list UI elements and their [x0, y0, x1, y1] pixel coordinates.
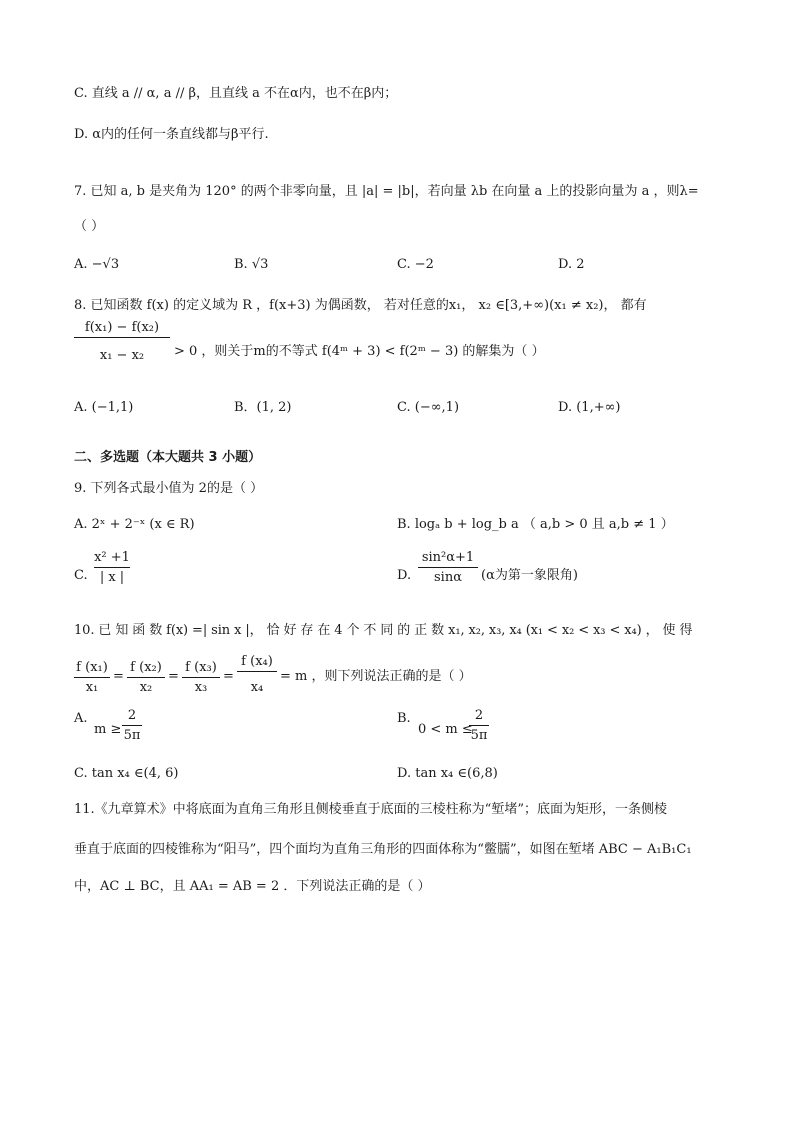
q10-option-d: D. tan x₄ ∈(6,8)	[397, 766, 498, 781]
q10-option-a-prefix: m ≥	[94, 722, 122, 737]
q7-paren: （ ）	[74, 219, 105, 234]
q8-fraction-bar	[74, 337, 170, 338]
q9-stem: 9. 下列各式最小值为 2的是（ ）	[74, 481, 264, 496]
q9-option-b: B. logₐ b + log_b a （ a,b > 0 且 a,b ≠ 1 ）	[397, 517, 674, 532]
q10-fraction-4-bar	[237, 671, 277, 672]
q9-option-c-label: C.	[74, 568, 88, 583]
q10-fraction-1-denominator: x₁	[85, 680, 99, 695]
q7-option-c: C. −2	[397, 257, 434, 272]
q10-option-b-label: B.	[397, 711, 411, 726]
q7-option-a: A. −√3	[74, 257, 120, 272]
q10-fraction-3-denominator: x₃	[194, 680, 208, 695]
q10-option-a-fraction	[122, 708, 142, 743]
q10-equals-2: =	[168, 669, 179, 684]
q8-option-b: B．(1, 2)	[234, 400, 292, 415]
q10-fraction-4	[237, 654, 277, 695]
q9-option-a: A. 2ˣ + 2⁻ˣ (x ∈ R)	[74, 517, 195, 532]
q9-option-d-tail: (α为第一象限角)	[481, 568, 578, 583]
q7-stem: 7. 已知 a, b 是夹角为 120° 的两个非零向量，且 |a| = |b|，若向量 λb 在向量 a 上的投影向量为 a ，则λ=	[74, 184, 699, 199]
q10-option-b-fraction	[469, 708, 489, 743]
q8-fraction	[74, 320, 170, 363]
q11-line-3: 中，AC ⊥ BC，且 AA₁ = AB = 2 ．下列说法正确的是（ ）	[74, 879, 431, 894]
q10-fraction-4-numerator: f (x₄)	[241, 654, 273, 669]
q10-option-a-numerator: 2	[127, 708, 137, 723]
q10-option-c: C. tan x₄ ∈(4, 6)	[74, 766, 179, 781]
q10-equals-3: =	[223, 669, 234, 684]
q9-option-c-numerator: x² +1	[94, 550, 130, 565]
q9-option-d-denominator: sinα	[434, 570, 462, 585]
q7-option-b: B. √3	[234, 257, 269, 272]
q8-stem: 8. 已知函数 f(x) 的定义域为 R ，f(x+3) 为偶函数， 若对任意的x₁， x₂ ∈[3,+∞)(x₁ ≠ x₂)， 都有	[74, 298, 647, 313]
q10-option-b-bar	[469, 725, 489, 726]
q10-option-b-denominator: 5π	[470, 728, 488, 743]
q10-fraction-3-bar	[182, 677, 220, 678]
q10-fraction-3-numerator: f (x₃)	[185, 660, 217, 675]
q9-option-d-numerator: sin²α+1	[421, 550, 475, 565]
q10-stem: 10. 已 知 函 数 f(x) =| sin x |， 恰 好 存 在 4 个 不 同 的 正 数 x₁, x₂, x₃, x₄ (x₁ < x₂ < x₃ < x₄) ， 使 得	[74, 623, 693, 638]
q10-fraction-1-bar	[74, 677, 110, 678]
q10-fraction-3	[182, 660, 220, 695]
q9-option-c-bar	[94, 567, 130, 568]
q10-option-a-label: A.	[74, 711, 88, 726]
q9-option-d-bar	[418, 567, 478, 568]
q10-fraction-4-denominator: x₄	[250, 680, 264, 695]
q8-fraction-denominator: x₁ − x₂	[99, 348, 145, 363]
q10-option-b-numerator: 2	[474, 708, 484, 723]
q11-line-1: 11.《九章算术》中将底面为直角三角形且侧棱垂直于底面的三棱柱称为“堑堵”；底面为矩形，一条侧棱	[74, 802, 667, 817]
q10-tail: = m ，则下列说法正确的是（ ）	[280, 669, 472, 684]
q8-tail: > 0 ，则关于m的不等式 f(4ᵐ + 3) < f(2ᵐ − 3) 的解集为（ ）	[174, 344, 545, 359]
q11-line-2: 垂直于底面的四棱锥称为“阳马”，四个面均为直角三角形的四面体称为“鳖臑”，如图在堑堵 ABC − A₁B₁C₁	[74, 842, 692, 857]
q10-fraction-2-denominator: x₂	[139, 680, 153, 695]
q10-fraction-1	[74, 660, 110, 695]
q7-option-d: D. 2	[558, 257, 585, 272]
q10-equals-1: =	[113, 669, 124, 684]
q9-option-c-fraction	[94, 550, 130, 585]
q8-option-a: A. (−1,1)	[74, 400, 134, 415]
q10-option-a-bar	[122, 725, 142, 726]
section-heading-multiple-choice: 二、多选题（本大题共 3 小题）	[74, 450, 262, 465]
q9-option-d-label: D.	[397, 568, 412, 583]
q10-fraction-1-numerator: f (x₁)	[76, 660, 108, 675]
q6-option-c: C. 直线 a // α, a // β，且直线 a 不在α内，也不在β内；	[74, 86, 398, 101]
q10-fraction-2-numerator: f (x₂)	[130, 660, 162, 675]
q8-option-c: C. (−∞,1)	[397, 400, 460, 415]
q10-option-a-denominator: 5π	[123, 728, 141, 743]
q10-fraction-2	[127, 660, 165, 695]
q10-fraction-2-bar	[127, 677, 165, 678]
q6-option-d: D. α内的任何一条直线都与β平行.	[74, 127, 269, 142]
q9-option-c-denominator: | x |	[99, 570, 125, 585]
q10-option-b-prefix: 0 < m ≤	[418, 722, 473, 737]
q8-fraction-numerator: f(x₁) − f(x₂)	[84, 320, 160, 335]
q8-option-d: D. (1,+∞)	[558, 400, 621, 415]
q9-option-d-fraction	[418, 550, 478, 585]
